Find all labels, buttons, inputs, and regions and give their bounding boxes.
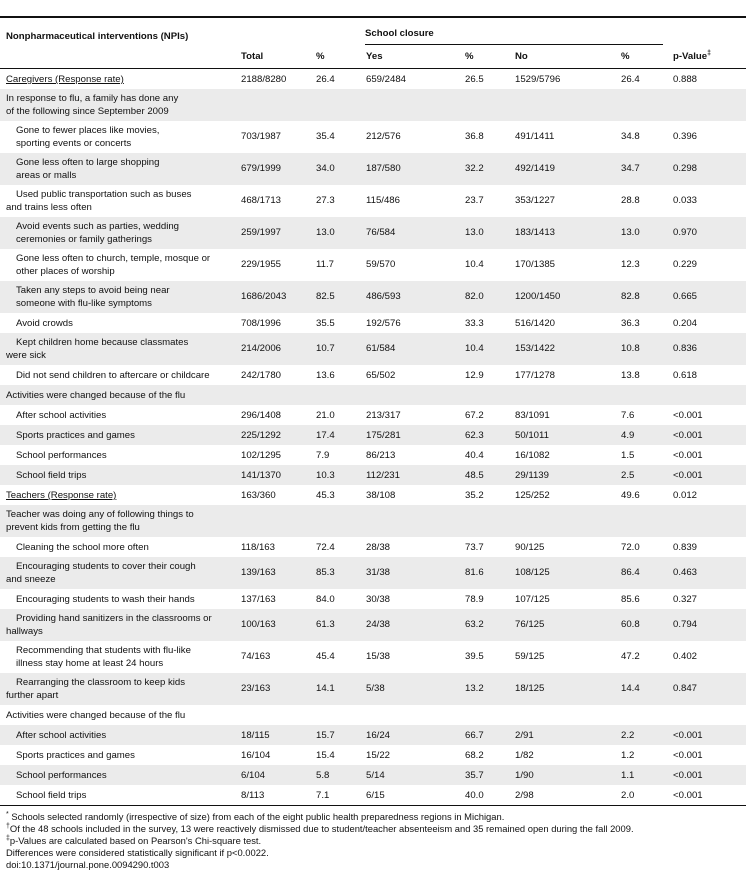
header-school-closure: School closure [365, 28, 434, 39]
cell-yes-pct: 35.7 [465, 770, 484, 781]
table-row [0, 153, 746, 185]
cell-pct: 13.6 [316, 370, 335, 381]
cell-no-pct: 36.3 [621, 318, 640, 329]
row-label: Sports practices and games [16, 430, 135, 441]
cell-no-pct: 7.6 [621, 410, 635, 421]
row-label: Did not send children to aftercare or childcare [16, 370, 210, 381]
cell-no: 353/1227 [515, 195, 556, 206]
row-label: School field trips [16, 470, 87, 481]
row-label-line: Kept children home because classmates [16, 337, 189, 348]
cell-yes-pct: 39.5 [465, 651, 484, 662]
cell-pct: 21.0 [316, 410, 335, 421]
cell-total: 229/1955 [241, 259, 282, 270]
row-label: Avoid crowds [16, 318, 73, 329]
cell-no: 50/1011 [515, 430, 549, 441]
cell-pct: 45.4 [316, 651, 335, 662]
footnote [6, 835, 261, 847]
cell-p: 0.327 [673, 594, 698, 605]
cell-pct: 84.0 [316, 594, 335, 605]
cell-total: 18/115 [241, 730, 270, 741]
table-row [0, 405, 746, 425]
table-row [0, 725, 746, 745]
row-label: In response to flu, a family has done any of the following since September 2009 [6, 93, 179, 117]
cell-yes-pct: 66.7 [465, 730, 484, 741]
cell-yes-pct: 82.0 [465, 291, 484, 302]
footnote [6, 859, 169, 871]
cell-no: 1/82 [515, 750, 534, 761]
cell-p: 0.229 [673, 259, 698, 270]
table-group-row [0, 505, 746, 537]
row-label-line: Used public transportation such as buses [16, 189, 192, 200]
cell-yes-pct: 12.9 [465, 370, 484, 381]
cell-no: 1200/1450 [515, 291, 561, 302]
footnote [6, 847, 269, 859]
cell-yes: 5/14 [366, 770, 385, 781]
cell-pct: 27.3 [316, 195, 335, 206]
cell-total: 100/163 [241, 619, 276, 630]
cell-no: 83/1091 [515, 410, 550, 421]
row-label-line: Encouraging students to cover their cough [16, 561, 196, 572]
cell-no: 76/125 [515, 619, 545, 630]
cell-total: 23/163 [241, 683, 271, 694]
row-label-line: and trains less often [6, 202, 92, 213]
cell-total: 139/163 [241, 567, 276, 578]
footnote-text: Differences were considered statistically significant if p<0.0022. [6, 847, 269, 858]
row-label: Recommending that students with flu-like illness stay home at least 24 hours [16, 645, 191, 669]
cell-no: 18/125 [515, 683, 545, 694]
table-group-row [0, 385, 746, 405]
cell-yes-pct: 68.2 [465, 750, 484, 761]
table-row [0, 185, 746, 217]
cell-p: <0.001 [673, 430, 703, 441]
row-label: After school activities [16, 410, 107, 421]
cell-yes-pct: 26.5 [465, 74, 484, 85]
cell-p: 0.847 [673, 683, 698, 694]
row-label-line: and sneeze [6, 574, 56, 585]
cell-pct: 15.7 [316, 730, 335, 741]
bottom-rule [0, 805, 746, 806]
cell-yes: 76/584 [366, 227, 396, 238]
cell-no-pct: 14.4 [621, 683, 640, 694]
table-row [0, 333, 746, 365]
table-row [0, 121, 746, 153]
header-pct-yes: % [465, 51, 474, 62]
cell-p: 0.665 [673, 291, 698, 302]
cell-yes-pct: 73.7 [465, 542, 484, 553]
cell-pct: 11.7 [316, 259, 334, 270]
cell-no-pct: 34.7 [621, 163, 640, 174]
cell-pct: 10.7 [316, 343, 335, 354]
top-rule [0, 16, 746, 18]
footnote [6, 823, 634, 835]
table-row [0, 557, 746, 589]
row-label: School field trips [16, 790, 87, 801]
row-label-line: were sick [6, 350, 46, 361]
cell-total: 708/1996 [241, 318, 282, 329]
cell-yes-pct: 10.4 [465, 343, 484, 354]
row-label: After school activities [16, 730, 107, 741]
table-row [0, 313, 746, 333]
cell-no-pct: 10.8 [621, 343, 640, 354]
cell-total: 242/1780 [241, 370, 282, 381]
school-closure-rule [365, 44, 663, 45]
cell-total: 163/360 [241, 490, 276, 501]
cell-total: 1686/2043 [241, 291, 287, 302]
cell-p: 0.396 [673, 131, 698, 142]
table-row [0, 609, 746, 641]
footnote-text: Schools selected randomly (irrespective of size) from each of the eight public health preparedness regions in Michigan. [8, 811, 505, 822]
cell-pct: 61.3 [316, 619, 335, 630]
cell-yes: 15/22 [366, 750, 391, 761]
cell-p: 0.204 [673, 318, 698, 329]
cell-pct: 26.4 [316, 74, 335, 85]
cell-no: 492/1419 [515, 163, 556, 174]
row-label: School performances [16, 450, 107, 461]
table-row [0, 249, 746, 281]
row-label: Activities were changed because of the flu [6, 710, 186, 721]
cell-yes-pct: 62.3 [465, 430, 484, 441]
cell-no-pct: 13.8 [621, 370, 640, 381]
cell-no-pct: 47.2 [621, 651, 640, 662]
cell-p: <0.001 [673, 450, 703, 461]
cell-yes-pct: 13.2 [465, 683, 484, 694]
cell-yes-pct: 10.4 [465, 259, 484, 270]
cell-no-pct: 85.6 [621, 594, 640, 605]
row-label: Sports practices and games [16, 750, 135, 761]
cell-p: 0.794 [673, 619, 698, 630]
header-total: Total [241, 51, 264, 62]
cell-yes: 5/38 [366, 683, 385, 694]
table-row [0, 641, 746, 673]
row-label-line: further apart [6, 690, 59, 701]
cell-yes: 31/38 [366, 567, 391, 578]
cell-no-pct: 13.0 [621, 227, 640, 238]
cell-yes: 38/108 [366, 490, 396, 501]
cell-p: 0.836 [673, 343, 698, 354]
row-label [6, 188, 236, 214]
cell-no-pct: 1.1 [621, 770, 635, 781]
cell-p: <0.001 [673, 730, 703, 741]
cell-yes: 486/593 [366, 291, 401, 302]
row-label: Activities were changed because of the flu [6, 390, 186, 401]
cell-no: 516/1420 [515, 318, 556, 329]
cell-pct: 72.4 [316, 542, 335, 553]
row-label-line: Providing hand sanitizers in the classrooms or [16, 613, 212, 624]
cell-yes: 61/584 [366, 343, 396, 354]
row-label: Caregivers (Response rate) [6, 74, 124, 85]
cell-total: 2188/8280 [241, 74, 287, 85]
cell-yes: 30/38 [366, 594, 391, 605]
cell-no-pct: 2.0 [621, 790, 635, 801]
cell-pct: 10.3 [316, 470, 335, 481]
row-label-line: Rearranging the classroom to keep kids [16, 677, 186, 688]
pvalue-footnote-mark: ‡ [707, 49, 712, 57]
cell-no: 153/1422 [515, 343, 556, 354]
cell-yes: 65/502 [366, 370, 396, 381]
cell-no: 1529/5796 [515, 74, 561, 85]
cell-total: 296/1408 [241, 410, 282, 421]
cell-no-pct: 49.6 [621, 490, 640, 501]
row-label: Avoid events such as parties, wedding ceremonies or family gatherings [16, 221, 180, 245]
cell-total: 679/1999 [241, 163, 282, 174]
cell-pct: 15.4 [316, 750, 335, 761]
footnote-mark: * [6, 810, 9, 818]
footnote-text: doi:10.1371/journal.pone.0094290.t003 [6, 859, 170, 870]
table-row [0, 445, 746, 465]
footnote-text: p-Values are calculated based on Pearson's Chi-square test. [9, 835, 262, 846]
cell-yes: 187/580 [366, 163, 401, 174]
cell-pct: 5.8 [316, 770, 330, 781]
cell-yes: 212/576 [366, 131, 401, 142]
cell-yes: 28/38 [366, 542, 391, 553]
cell-no-pct: 60.8 [621, 619, 640, 630]
header-yes: Yes [366, 51, 383, 62]
cell-no-pct: 82.8 [621, 291, 640, 302]
cell-no: 16/1082 [515, 450, 550, 461]
table-row [0, 537, 746, 557]
cell-p: 0.618 [673, 370, 698, 381]
cell-yes-pct: 40.4 [465, 450, 484, 461]
cell-no: 108/125 [515, 567, 550, 578]
cell-total: 8/113 [241, 790, 265, 801]
cell-yes-pct: 35.2 [465, 490, 484, 501]
cell-yes-pct: 40.0 [465, 790, 484, 801]
cell-pct: 35.4 [316, 131, 335, 142]
cell-yes-pct: 67.2 [465, 410, 484, 421]
cell-total: 225/1292 [241, 430, 282, 441]
cell-pct: 13.0 [316, 227, 335, 238]
cell-p: <0.001 [673, 750, 703, 761]
table-row [0, 365, 746, 385]
cell-yes-pct: 32.2 [465, 163, 484, 174]
table-group-row [0, 705, 746, 725]
row-label-line: hallways [6, 626, 43, 637]
cell-no-pct: 26.4 [621, 74, 640, 85]
cell-yes-pct: 63.2 [465, 619, 484, 630]
cell-total: 137/163 [241, 594, 276, 605]
cell-no: 107/125 [515, 594, 550, 605]
cell-yes: 15/38 [366, 651, 391, 662]
row-label: Teacher was doing any of following things to prevent kids from getting the flu [6, 509, 194, 533]
cell-p: <0.001 [673, 790, 703, 801]
row-label: Teachers (Response rate) [6, 490, 117, 501]
cell-no-pct: 34.8 [621, 131, 640, 142]
cell-yes-pct: 48.5 [465, 470, 484, 481]
cell-pct: 35.5 [316, 318, 335, 329]
row-label [6, 612, 236, 638]
footnote-mark: † [6, 822, 10, 830]
cell-no-pct: 2.2 [621, 730, 635, 741]
footnote [6, 811, 504, 823]
table-row [0, 281, 746, 313]
cell-no: 125/252 [515, 490, 550, 501]
cell-yes: 86/213 [366, 450, 396, 461]
row-label: Gone to fewer places like movies, sporting events or concerts [16, 125, 160, 149]
header-pct-no: % [621, 51, 630, 62]
cell-pct: 14.1 [316, 683, 335, 694]
cell-no: 177/1278 [515, 370, 556, 381]
cell-p: <0.001 [673, 770, 703, 781]
table-section-row [0, 485, 746, 505]
cell-no: 2/98 [515, 790, 534, 801]
cell-no: 29/1139 [515, 470, 549, 481]
cell-total: 141/1370 [241, 470, 282, 481]
row-label [6, 336, 236, 362]
cell-yes: 659/2484 [366, 74, 407, 85]
cell-p: 0.033 [673, 195, 698, 206]
cell-no-pct: 1.5 [621, 450, 635, 461]
footnote-text: Of the 48 schools included in the survey, 13 were reactively dismissed due to student/teacher absenteeism and 35 remained open during the fall 2009. [9, 823, 634, 834]
header-no: No [515, 51, 528, 62]
cell-no-pct: 2.5 [621, 470, 635, 481]
cell-yes: 59/570 [366, 259, 396, 270]
table-group-row [0, 89, 746, 121]
row-label: Taken any steps to avoid being near someone with flu-like symptoms [16, 285, 170, 309]
cell-total: 214/2006 [241, 343, 282, 354]
header-pct-total: % [316, 51, 325, 62]
cell-no-pct: 28.8 [621, 195, 640, 206]
cell-no: 59/125 [515, 651, 545, 662]
table-row [0, 745, 746, 765]
cell-yes: 6/15 [366, 790, 385, 801]
row-label [6, 560, 236, 586]
cell-p: 0.402 [673, 651, 698, 662]
table-row [0, 785, 746, 805]
cell-no: 1/90 [515, 770, 534, 781]
cell-no-pct: 72.0 [621, 542, 640, 553]
row-label: Encouraging students to wash their hands [16, 594, 195, 605]
cell-yes-pct: 33.3 [465, 318, 484, 329]
cell-p: 0.298 [673, 163, 698, 174]
cell-pct: 82.5 [316, 291, 335, 302]
cell-no: 170/1385 [515, 259, 556, 270]
cell-p: 0.463 [673, 567, 698, 578]
row-label: Cleaning the school more often [16, 542, 149, 553]
cell-total: 118/163 [241, 542, 275, 553]
header-pvalue: p-Value‡ [673, 49, 712, 62]
cell-no: 90/125 [515, 542, 545, 553]
cell-total: 6/104 [241, 770, 266, 781]
cell-pct: 7.1 [316, 790, 330, 801]
cell-p: 0.012 [673, 490, 698, 501]
cell-yes: 192/576 [366, 318, 401, 329]
cell-p: <0.001 [673, 410, 703, 421]
cell-yes: 24/38 [366, 619, 391, 630]
row-label [6, 676, 236, 702]
cell-total: 102/1295 [241, 450, 282, 461]
cell-total: 259/1997 [241, 227, 282, 238]
cell-total: 74/163 [241, 651, 271, 662]
cell-total: 703/1987 [241, 131, 282, 142]
cell-no: 2/91 [515, 730, 534, 741]
cell-total: 468/1713 [241, 195, 282, 206]
cell-yes: 115/486 [366, 195, 400, 206]
table-row [0, 425, 746, 445]
table-section-row [0, 69, 746, 89]
cell-no: 491/1411 [515, 131, 555, 142]
cell-pct: 85.3 [316, 567, 335, 578]
table-row [0, 765, 746, 785]
cell-yes: 16/24 [366, 730, 391, 741]
table-row [0, 465, 746, 485]
cell-total: 16/104 [241, 750, 271, 761]
cell-no: 183/1413 [515, 227, 556, 238]
cell-yes: 112/231 [366, 470, 400, 481]
cell-yes-pct: 23.7 [465, 195, 484, 206]
cell-yes: 213/317 [366, 410, 401, 421]
row-label: Gone less often to church, temple, mosque or other places of worship [16, 253, 211, 277]
row-label: School performances [16, 770, 107, 781]
header-npi: Nonpharmaceutical interventions (NPIs) [6, 31, 189, 42]
cell-yes: 175/281 [366, 430, 401, 441]
row-label: Gone less often to large shopping areas or malls [16, 157, 160, 181]
footnote-mark: ‡ [6, 834, 10, 842]
cell-yes-pct: 13.0 [465, 227, 484, 238]
cell-no-pct: 12.3 [621, 259, 640, 270]
cell-p: 0.839 [673, 542, 698, 553]
cell-pct: 34.0 [316, 163, 335, 174]
cell-yes-pct: 81.6 [465, 567, 484, 578]
cell-pct: 7.9 [316, 450, 330, 461]
cell-no-pct: 86.4 [621, 567, 640, 578]
cell-pct: 45.3 [316, 490, 335, 501]
cell-p: 0.970 [673, 227, 698, 238]
cell-pct: 17.4 [316, 430, 335, 441]
table-row [0, 589, 746, 609]
cell-no-pct: 1.2 [621, 750, 635, 761]
cell-p: <0.001 [673, 470, 703, 481]
cell-p: 0.888 [673, 74, 698, 85]
cell-no-pct: 4.9 [621, 430, 635, 441]
table-row [0, 217, 746, 249]
table-row [0, 673, 746, 705]
cell-yes-pct: 36.8 [465, 131, 484, 142]
cell-yes-pct: 78.9 [465, 594, 484, 605]
